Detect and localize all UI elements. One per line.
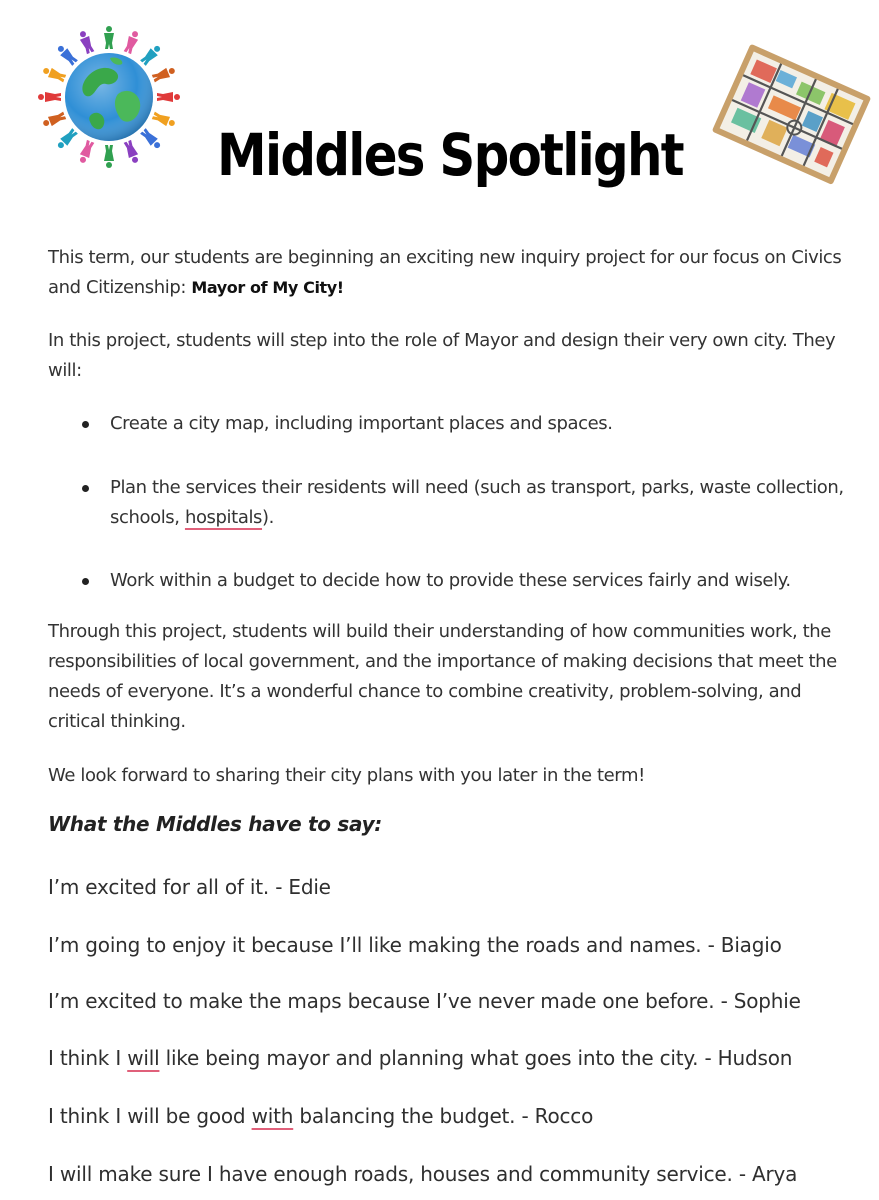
person-figure: [38, 92, 61, 102]
list-item: [110, 473, 850, 533]
quote-text-end: like being mayor and planning what goes into the city. - Hudson: [159, 1046, 793, 1070]
person-figure: [151, 65, 176, 83]
bullet-dot: [82, 578, 89, 585]
list-item-text: Plan the services their residents will need (such as transport, parks, waste collection, schools,: [110, 477, 844, 528]
through-project-paragraph: Through this project, students will build their understanding of how communities work, the responsibilities of local government, and the importance of making decisions that meet the needs of everyone. It’s a wonderful chance to combine creativity, problem-solving, and critical thinking.: [48, 621, 837, 732]
person-figure: [77, 29, 95, 54]
person-figure: [41, 65, 66, 83]
intro-paragraph: [48, 243, 848, 303]
spellcheck-flagged-word[interactable]: will: [127, 1046, 160, 1070]
bullet-dot: [82, 421, 89, 428]
person-figure: [55, 43, 78, 66]
quote-line: I’m excited to make the maps because I’ve never made one before. - Sophie: [48, 989, 801, 1013]
person-figure: [139, 43, 162, 66]
spellcheck-flagged-word[interactable]: hospitals: [184, 507, 263, 528]
quote-line: I will make sure I have enough roads, houses and community service. - Arya: [48, 1162, 798, 1186]
quote-line: [48, 1101, 868, 1131]
quote-text-end: balancing the budget. - Rocco: [293, 1104, 594, 1128]
quote-text: I think I will be good: [48, 1104, 252, 1128]
list-item: Create a city map, including important places and spaces.: [110, 413, 613, 434]
list-item-text-end: ).: [262, 507, 274, 528]
person-figure: [123, 29, 141, 54]
quote-line: I’m going to enjoy it because I’ll like making the roads and names. - Biagio: [48, 933, 782, 957]
person-figure: [104, 26, 114, 49]
spellcheck-flagged-word[interactable]: with: [251, 1104, 294, 1128]
bullet-dot: [82, 485, 89, 492]
quote-text: I think I: [48, 1046, 128, 1070]
project-name: Mayor of My City!: [191, 278, 344, 297]
look-forward-paragraph: We look forward to sharing their city plans with you later in the term!: [48, 765, 645, 786]
intro-text: This term, our students are beginning an exciting new inquiry project for our focus on Civics and Citizenship:: [48, 247, 842, 298]
person-figure: [157, 92, 180, 102]
page-title: Middles Spotlight: [217, 121, 683, 189]
quote-line: [48, 1043, 868, 1073]
quotes-heading: What the Middles have to say:: [48, 812, 383, 836]
quote-line: I’m excited for all of it. - Edie: [48, 875, 331, 899]
list-item: Work within a budget to decide how to provide these services fairly and wisely.: [110, 570, 791, 591]
students-will-paragraph: In this project, students will step into the role of Mayor and design their very own city. They will:: [48, 330, 836, 381]
